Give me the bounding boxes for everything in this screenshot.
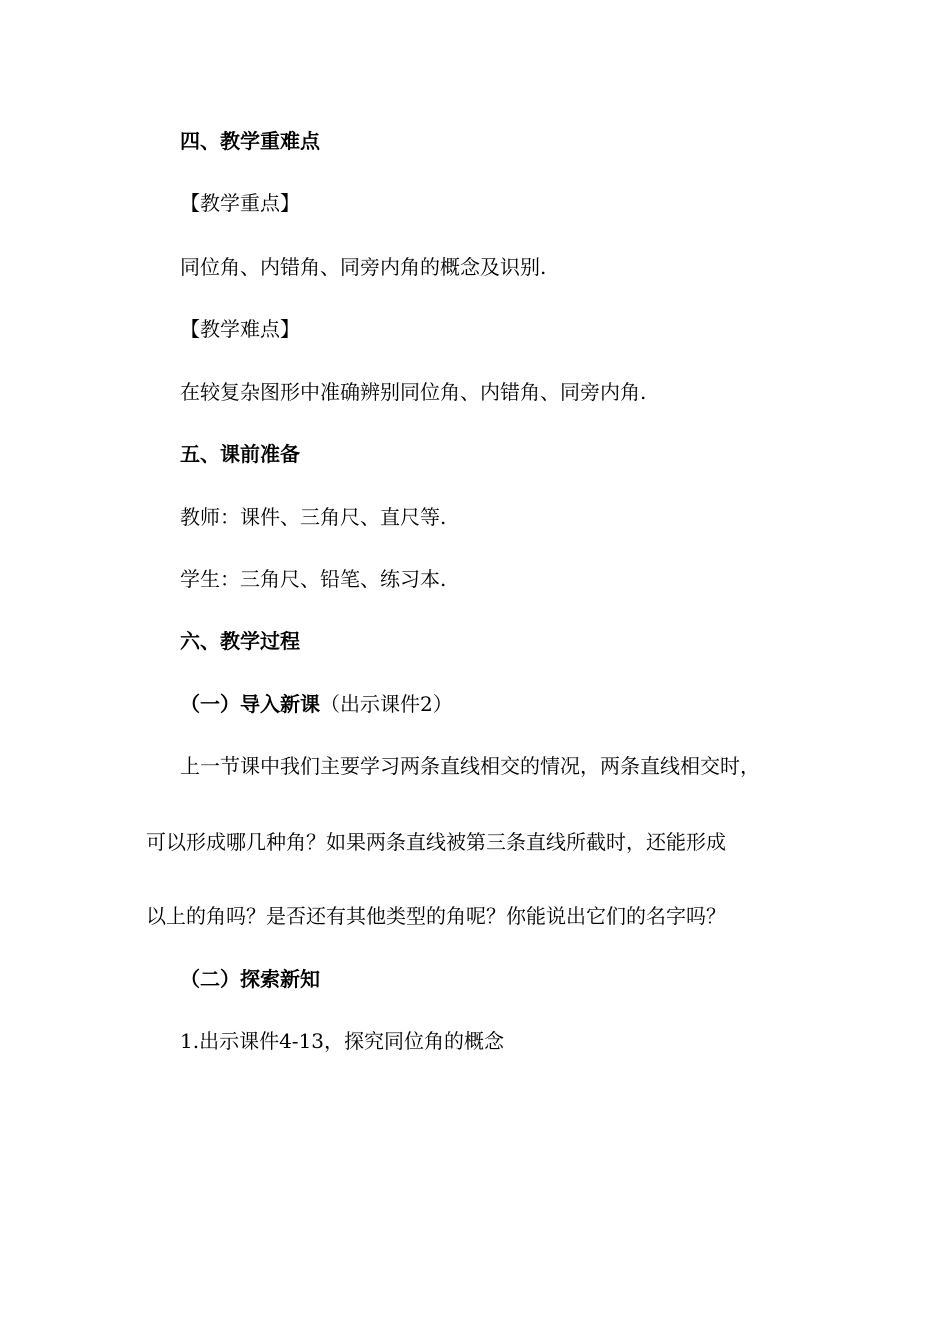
difficult-points-text: 在较复杂图形中准确辨别同位角、内错角、同旁内角. — [180, 380, 647, 404]
subsection-heading-2: （二）探索新知 — [180, 967, 320, 991]
subsection-heading-1 — [180, 690, 453, 718]
section-heading-6: 六、教学过程 — [180, 629, 300, 653]
student-prep: 学生：三角尺、铅笔、练习本. — [180, 567, 447, 591]
key-points-label: 【教学重点】 — [180, 191, 300, 215]
list-item-1: 1.出示课件4-13，探究同位角的概念 — [180, 1029, 505, 1053]
paragraph-line-2: 可以形成哪几种角？如果两条直线被第三条直线所截时，还能形成 — [146, 830, 726, 854]
paragraph-line-1: 上一节课中我们主要学习两条直线相交的情况，两条直线相交时， — [180, 754, 760, 778]
key-points-text: 同位角、内错角、同旁内角的概念及识别. — [180, 255, 547, 279]
paragraph-line-3: 以上的角吗？是否还有其他类型的角呢？你能说出它们的名字吗？ — [146, 904, 726, 928]
teacher-prep: 教师：课件、三角尺、直尺等. — [180, 505, 447, 529]
difficult-points-label: 【教学难点】 — [180, 317, 300, 341]
subsection-heading-1-note: （出示课件2） — [320, 692, 453, 716]
subsection-heading-1-title: （一）导入新课 — [180, 692, 320, 716]
section-heading-4: 四、教学重难点 — [180, 129, 320, 153]
section-heading-5: 五、课前准备 — [180, 442, 300, 466]
